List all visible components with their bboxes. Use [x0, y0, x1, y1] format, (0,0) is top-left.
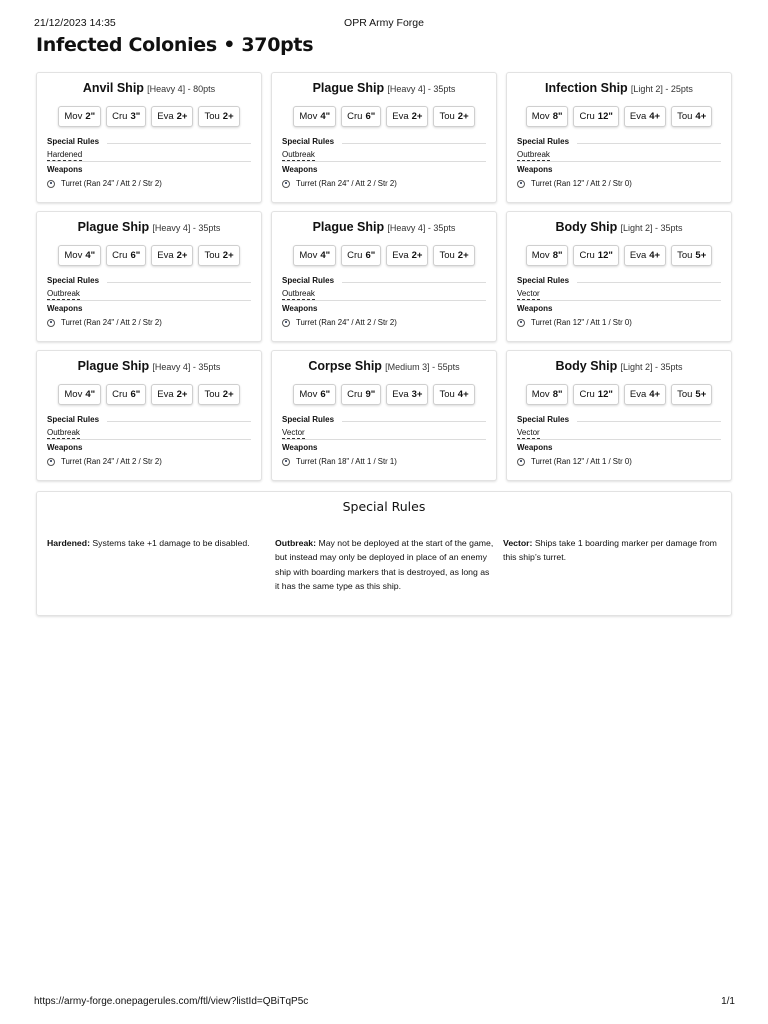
divider — [282, 439, 486, 440]
stat-box — [106, 106, 146, 127]
stat-value: 12" — [597, 111, 613, 122]
special-rules-label: Special Rules — [517, 415, 570, 424]
weapons-label: Weapons — [517, 443, 553, 452]
stat-value: 2+ — [176, 389, 188, 400]
weapon-row — [47, 318, 162, 327]
divider — [577, 143, 721, 144]
divider — [107, 282, 251, 283]
unit-card — [271, 72, 497, 203]
unit-card — [36, 211, 262, 342]
weapon-profile: Turret (Ran 24" / Att 2 / Str 2) — [296, 318, 397, 327]
stat-box — [624, 245, 666, 266]
unit-header — [37, 220, 261, 234]
stat-label: Tou — [439, 111, 455, 122]
weapons-label: Weapons — [517, 304, 553, 313]
stat-label: Eva — [392, 111, 409, 122]
special-rule-link[interactable]: Outbreak — [517, 150, 550, 159]
stat-label: Cru — [579, 389, 595, 400]
special-rules-label: Special Rules — [517, 276, 570, 285]
stat-value: 2+ — [176, 111, 188, 122]
unit-header — [507, 220, 731, 234]
stat-label: Eva — [629, 111, 647, 122]
crosshair-icon — [47, 458, 55, 466]
unit-card — [506, 211, 732, 342]
stat-label: Mov — [531, 389, 550, 400]
divider — [342, 282, 486, 283]
stat-label: Cru — [112, 111, 128, 122]
stat-label: Mov — [64, 111, 83, 122]
stat-box — [671, 384, 712, 405]
stat-box — [151, 106, 193, 127]
weapon-profile: Turret (Ran 12" / Att 2 / Str 0) — [531, 179, 632, 188]
stat-box — [624, 106, 666, 127]
stat-box — [58, 384, 101, 405]
stat-value: 4+ — [649, 250, 661, 261]
stat-value: 2+ — [176, 250, 188, 261]
unit-header — [37, 359, 261, 373]
crosshair-icon — [517, 180, 525, 188]
stat-value: 2+ — [222, 111, 234, 122]
stat-label: Cru — [112, 389, 128, 400]
special-rules-card — [36, 491, 732, 616]
stat-value: 2+ — [411, 250, 423, 261]
stat-value: 9" — [365, 389, 376, 400]
rule-description — [275, 536, 495, 594]
unit-meta: [Heavy 4] - 35pts — [387, 84, 456, 94]
stat-label: Tou — [439, 250, 455, 261]
stat-value: 6" — [320, 389, 331, 400]
weapons-label: Weapons — [517, 165, 553, 174]
stat-label: Mov — [64, 250, 83, 261]
stat-value: 2+ — [457, 111, 469, 122]
print-date: 21/12/2023 14:35 — [34, 17, 116, 29]
stat-value: 5+ — [695, 250, 707, 261]
weapons-label: Weapons — [47, 165, 83, 174]
stat-value: 8" — [552, 250, 563, 261]
stat-label: Tou — [204, 111, 220, 122]
stat-box — [433, 106, 474, 127]
unit-header — [272, 220, 496, 234]
unit-card — [506, 72, 732, 203]
weapon-row — [47, 179, 162, 188]
stat-label: Eva — [157, 111, 174, 122]
stat-value: 4" — [85, 389, 96, 400]
stat-label: Tou — [439, 389, 455, 400]
unit-meta: [Heavy 4] - 80pts — [147, 84, 216, 94]
stat-label: Mov — [531, 111, 550, 122]
unit-stats — [37, 106, 261, 127]
rule-text: May not be deployed at the start of the game, but instead may only be deployed in place of an enemy ship with boarding markers that is destroyed, as long as it has the same type as this ship. — [275, 538, 494, 592]
print-footer — [0, 996, 768, 1010]
weapons-label: Weapons — [282, 165, 318, 174]
stat-box — [433, 245, 474, 266]
stat-label: Cru — [347, 250, 363, 261]
stat-box — [341, 245, 381, 266]
special-rule-link[interactable]: Vector — [517, 428, 540, 437]
unit-name: Infection Ship — [545, 81, 628, 95]
divider — [107, 421, 251, 422]
stat-value: 12" — [597, 389, 613, 400]
page-number: 1/1 — [721, 996, 735, 1007]
stat-box — [198, 106, 239, 127]
stat-value: 4" — [320, 250, 331, 261]
stat-box — [386, 245, 428, 266]
unit-stats — [37, 384, 261, 405]
stat-value: 4+ — [649, 111, 661, 122]
unit-card — [506, 350, 732, 481]
stat-value: 5+ — [695, 389, 707, 400]
special-rule-link[interactable]: Outbreak — [282, 289, 315, 298]
weapons-label: Weapons — [282, 304, 318, 313]
rule-name: Hardened: — [47, 538, 90, 548]
stat-label: Tou — [677, 250, 693, 261]
stat-value: 2+ — [222, 250, 234, 261]
print-page-title: OPR Army Forge — [344, 17, 424, 29]
stat-label: Eva — [392, 250, 409, 261]
stat-box — [573, 106, 618, 127]
stat-value: 6" — [365, 250, 376, 261]
stat-label: Tou — [677, 389, 693, 400]
unit-name: Body Ship — [555, 220, 618, 234]
stat-value: 12" — [597, 250, 613, 261]
stat-box — [433, 384, 474, 405]
stat-label: Mov — [299, 111, 318, 122]
unit-stats — [507, 106, 731, 127]
stat-value: 6" — [365, 111, 376, 122]
unit-header — [507, 359, 731, 373]
stat-label: Tou — [677, 111, 693, 122]
unit-card — [36, 350, 262, 481]
unit-name: Plague Ship — [77, 220, 150, 234]
stat-box — [106, 384, 146, 405]
unit-name: Anvil Ship — [82, 81, 144, 95]
unit-name: Plague Ship — [312, 220, 385, 234]
unit-name: Corpse Ship — [308, 359, 382, 373]
stat-value: 4+ — [649, 389, 661, 400]
divider — [47, 300, 251, 301]
special-rules-label: Special Rules — [517, 137, 570, 146]
stat-value: 3+ — [411, 389, 423, 400]
rule-name: Vector: — [503, 538, 533, 548]
stat-value: 2" — [85, 111, 96, 122]
unit-header — [37, 81, 261, 95]
unit-header — [507, 81, 731, 95]
stat-label: Cru — [579, 111, 595, 122]
divider — [517, 300, 721, 301]
special-rule-link[interactable]: Hardened — [47, 150, 83, 159]
stat-box — [58, 245, 101, 266]
weapons-label: Weapons — [47, 443, 83, 452]
unit-card — [36, 72, 262, 203]
rule-name: Outbreak: — [275, 538, 317, 548]
stat-box — [293, 245, 336, 266]
stat-value: 8" — [552, 389, 563, 400]
weapon-profile: Turret (Ran 12" / Att 1 / Str 0) — [531, 457, 632, 466]
special-rules-label: Special Rules — [282, 276, 335, 285]
stat-label: Mov — [299, 389, 318, 400]
rule-description — [503, 536, 723, 594]
page-url-link[interactable]: https://army-forge.onepagerules.com/ftl/view?listId=QBiTqP5c — [34, 996, 309, 1007]
special-rules-label: Special Rules — [47, 137, 100, 146]
special-rule-link[interactable]: Outbreak — [47, 289, 80, 298]
unit-name: Plague Ship — [77, 359, 150, 373]
stat-box — [671, 106, 712, 127]
weapon-profile: Turret (Ran 24" / Att 2 / Str 2) — [61, 318, 162, 327]
stat-label: Mov — [64, 389, 83, 400]
stat-label: Eva — [157, 250, 174, 261]
stat-box — [526, 384, 569, 405]
stat-box — [293, 106, 336, 127]
stat-label: Eva — [629, 389, 647, 400]
rule-text: Ships take 1 boarding marker per damage from this ship’s turret. — [503, 538, 717, 563]
weapon-row — [282, 179, 397, 188]
stat-box — [624, 384, 666, 405]
unit-card — [271, 350, 497, 481]
stat-box — [293, 384, 336, 405]
weapons-label: Weapons — [47, 304, 83, 313]
weapon-profile: Turret (Ran 24" / Att 2 / Str 2) — [296, 179, 397, 188]
divider — [342, 421, 486, 422]
crosshair-icon — [517, 319, 525, 327]
stat-box — [198, 245, 239, 266]
divider — [577, 282, 721, 283]
print-header — [0, 17, 768, 31]
unit-name: Body Ship — [555, 359, 618, 373]
stat-label: Cru — [347, 389, 363, 400]
unit-stats — [272, 106, 496, 127]
special-rule-link[interactable]: Outbreak — [282, 150, 315, 159]
weapon-profile: Turret (Ran 12" / Att 1 / Str 0) — [531, 318, 632, 327]
divider — [342, 143, 486, 144]
divider — [517, 439, 721, 440]
special-rules-label: Special Rules — [282, 415, 335, 424]
special-rules-columns — [47, 536, 723, 594]
divider — [282, 161, 486, 162]
stat-box — [671, 245, 712, 266]
stat-value: 4" — [85, 250, 96, 261]
special-rule-link[interactable]: Vector — [282, 428, 305, 437]
stat-value: 2+ — [411, 111, 423, 122]
special-rule-link[interactable]: Vector — [517, 289, 540, 298]
unit-meta: [Light 2] - 35pts — [620, 223, 683, 233]
special-rule-link[interactable]: Outbreak — [47, 428, 80, 437]
unit-meta: [Heavy 4] - 35pts — [152, 223, 221, 233]
unit-stats — [507, 245, 731, 266]
weapon-row — [517, 179, 632, 188]
stat-label: Cru — [112, 250, 128, 261]
special-rules-label: Special Rules — [47, 276, 100, 285]
stat-box — [386, 384, 428, 405]
crosshair-icon — [47, 180, 55, 188]
unit-meta: [Light 2] - 25pts — [630, 84, 693, 94]
stat-box — [386, 106, 428, 127]
units-grid — [36, 72, 732, 481]
crosshair-icon — [517, 458, 525, 466]
special-rules-label: Special Rules — [282, 137, 335, 146]
unit-header — [272, 359, 496, 373]
crosshair-icon — [47, 319, 55, 327]
stat-value: 3" — [130, 111, 141, 122]
divider — [517, 161, 721, 162]
stat-value: 4" — [320, 111, 331, 122]
crosshair-icon — [282, 319, 290, 327]
stat-box — [526, 106, 569, 127]
stat-box — [526, 245, 569, 266]
stat-label: Eva — [629, 250, 647, 261]
stat-box — [573, 245, 618, 266]
divider — [577, 421, 721, 422]
stat-box — [58, 106, 101, 127]
special-rules-title: Special Rules — [342, 499, 426, 514]
crosshair-icon — [282, 458, 290, 466]
divider — [47, 161, 251, 162]
stat-box — [341, 106, 381, 127]
unit-stats — [507, 384, 731, 405]
weapons-label: Weapons — [282, 443, 318, 452]
divider — [282, 300, 486, 301]
weapon-row — [282, 457, 397, 466]
stat-label: Mov — [531, 250, 550, 261]
stat-value: 6" — [130, 389, 141, 400]
unit-stats — [272, 384, 496, 405]
stat-box — [341, 384, 381, 405]
stat-box — [151, 245, 193, 266]
stat-label: Eva — [157, 389, 174, 400]
unit-meta: [Heavy 4] - 35pts — [387, 223, 456, 233]
unit-name: Plague Ship — [312, 81, 385, 95]
rule-text: Systems take +1 damage to be disabled. — [92, 538, 250, 548]
stat-value: 2+ — [457, 250, 469, 261]
stat-box — [573, 384, 618, 405]
unit-card — [271, 211, 497, 342]
special-rules-label: Special Rules — [47, 415, 100, 424]
unit-stats — [272, 245, 496, 266]
weapon-row — [517, 457, 632, 466]
stat-value: 6" — [130, 250, 141, 261]
stat-label: Tou — [204, 250, 220, 261]
weapon-profile: Turret (Ran 24" / Att 2 / Str 2) — [61, 179, 162, 188]
stat-box — [198, 384, 239, 405]
divider — [47, 439, 251, 440]
weapon-row — [282, 318, 397, 327]
stat-label: Tou — [204, 389, 220, 400]
stat-label: Mov — [299, 250, 318, 261]
weapon-profile: Turret (Ran 24" / Att 2 / Str 2) — [61, 457, 162, 466]
stat-value: 8" — [552, 111, 563, 122]
stat-value: 2+ — [222, 389, 234, 400]
unit-header — [272, 81, 496, 95]
divider — [107, 143, 251, 144]
stat-label: Eva — [392, 389, 409, 400]
weapon-row — [47, 457, 162, 466]
stat-box — [151, 384, 193, 405]
stat-box — [106, 245, 146, 266]
unit-meta: [Light 2] - 35pts — [620, 362, 683, 372]
list-title: Infected Colonies • 370pts — [36, 34, 314, 56]
unit-stats — [37, 245, 261, 266]
weapon-profile: Turret (Ran 18" / Att 1 / Str 1) — [296, 457, 397, 466]
stat-value: 4+ — [695, 111, 707, 122]
crosshair-icon — [282, 180, 290, 188]
stat-label: Cru — [579, 250, 595, 261]
rule-description — [47, 536, 267, 594]
stat-label: Cru — [347, 111, 363, 122]
stat-value: 4+ — [457, 389, 469, 400]
unit-meta: [Medium 3] - 55pts — [385, 362, 460, 372]
unit-meta: [Heavy 4] - 35pts — [152, 362, 221, 372]
weapon-row — [517, 318, 632, 327]
